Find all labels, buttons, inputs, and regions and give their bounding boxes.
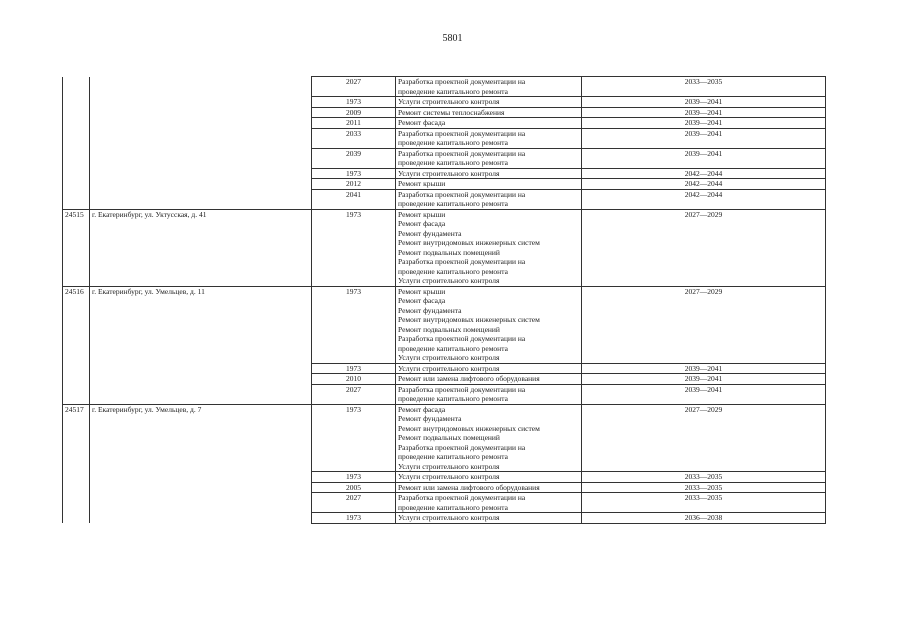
cell-address [90, 189, 312, 209]
cell-number [63, 128, 90, 148]
table-row [63, 179, 826, 190]
cell-address [90, 168, 312, 179]
work-item: Ремонт или замена лифтового оборудования [398, 374, 540, 383]
cell-address [90, 77, 312, 97]
work-item: Услуги строительного контроля [398, 513, 500, 522]
table-row [63, 189, 826, 209]
work-item: проведение капитального ремонта [398, 199, 508, 208]
work-item: Ремонт фасада [398, 296, 446, 305]
cell-period: 2039—2041 [582, 363, 826, 374]
work-item: проведение капитального ремонта [398, 343, 508, 353]
table-row [63, 286, 826, 363]
cell-number [63, 77, 90, 97]
cell-number [63, 493, 90, 513]
work-item: Ремонт фундамента [398, 414, 462, 423]
work-item: Разработка проектной документации на [398, 77, 526, 86]
cell-year: 1973 [312, 209, 396, 286]
cell-period: 2039—2041 [582, 97, 826, 108]
cell-year: 2009 [312, 107, 396, 118]
cell-year: 1973 [312, 363, 396, 374]
work-item: Ремонт крыши [398, 179, 446, 188]
cell-number [63, 482, 90, 493]
cell-period: 2036—2038 [582, 513, 826, 524]
work-item: проведение капитального ремонта [398, 158, 508, 167]
cell-period: 2042—2044 [582, 189, 826, 209]
cell-works [396, 189, 582, 209]
table-row [63, 128, 826, 148]
cell-year: 2039 [312, 148, 396, 168]
cell-address [90, 363, 312, 374]
work-item: Услуги строительного контроля [398, 472, 500, 481]
work-item: проведение капитального ремонта [398, 138, 508, 147]
cell-period: 2042—2044 [582, 168, 826, 179]
cell-works [396, 179, 582, 190]
cell-works [396, 404, 582, 472]
cell-year: 1973 [312, 286, 396, 363]
cell-works [396, 513, 582, 524]
cell-works [396, 128, 582, 148]
table-row [63, 493, 826, 513]
cell-period: 2033—2035 [582, 472, 826, 483]
table-row [63, 384, 826, 404]
work-item: Разработка проектной документации на [398, 128, 526, 138]
cell-number [63, 168, 90, 179]
cell-period: 2027—2029 [582, 404, 826, 472]
cell-works [396, 97, 582, 108]
work-item: Услуги строительного контроля [398, 363, 500, 373]
cell-number [63, 189, 90, 209]
cell-address [90, 128, 312, 148]
table-row [63, 472, 826, 483]
work-item: Разработка проектной документации на [398, 493, 526, 502]
table-row [63, 363, 826, 374]
table-row [63, 118, 826, 129]
table-body [63, 77, 826, 524]
cell-works [396, 363, 582, 374]
work-item: Услуги строительного контроля [398, 276, 500, 285]
table-row [63, 77, 826, 97]
work-item: Ремонт подвальных помещений [398, 247, 500, 257]
work-item: Разработка проектной документации на [398, 189, 526, 199]
work-item: Ремонт подвальных помещений [398, 324, 500, 334]
cell-works [396, 493, 582, 513]
repair-schedule-table [62, 76, 826, 524]
page-number: 5801 [442, 33, 463, 44]
cell-address [90, 472, 312, 483]
cell-works [396, 384, 582, 404]
cell-works [396, 472, 582, 483]
cell-number [63, 384, 90, 404]
cell-address: г. Екатеринбург, ул. Умельцев, д. 7 [90, 404, 312, 472]
work-item: Ремонт подвальных помещений [398, 433, 500, 442]
cell-number [63, 513, 90, 524]
work-item: Разработка проектной документации на [398, 442, 526, 452]
work-item: проведение капитального ремонта [398, 266, 508, 276]
cell-number [63, 107, 90, 118]
cell-number [63, 179, 90, 190]
work-item: Ремонт внутридомовых инженерных систем [398, 238, 540, 247]
cell-year: 1973 [312, 513, 396, 524]
cell-period: 2039—2041 [582, 384, 826, 404]
work-item: Ремонт крыши [398, 286, 446, 296]
cell-address [90, 118, 312, 129]
table-row [63, 107, 826, 118]
cell-period: 2027—2029 [582, 286, 826, 363]
cell-year: 2027 [312, 493, 396, 513]
cell-year: 2041 [312, 189, 396, 209]
table-row [63, 148, 826, 168]
cell-works [396, 209, 582, 286]
cell-number [63, 97, 90, 108]
cell-number [63, 363, 90, 374]
cell-period: 2027—2029 [582, 209, 826, 286]
table-row [63, 482, 826, 493]
work-item: Ремонт фасада [398, 118, 446, 127]
cell-address: г. Екатеринбург, ул. Уктусская, д. 41 [90, 209, 312, 286]
cell-year: 1973 [312, 168, 396, 179]
cell-address [90, 384, 312, 404]
work-item: Ремонт или замена лифтового оборудования [398, 482, 540, 492]
work-item: Разработка проектной документации на [398, 334, 526, 343]
work-item: Услуги строительного контроля [398, 353, 500, 362]
table-row [63, 97, 826, 108]
work-item: Разработка проектной документации на [398, 148, 526, 158]
cell-address [90, 179, 312, 190]
work-item: Ремонт внутридомовых инженерных систем [398, 315, 540, 324]
cell-number [63, 472, 90, 483]
cell-works [396, 286, 582, 363]
cell-year: 2012 [312, 179, 396, 190]
cell-works [396, 118, 582, 129]
cell-period: 2039—2041 [582, 118, 826, 129]
work-item: Ремонт системы теплоснабжения [398, 107, 505, 117]
cell-works [396, 107, 582, 118]
work-item: Ремонт фасада [398, 219, 446, 228]
work-item: Ремонт фундамента [398, 228, 462, 238]
cell-works [396, 148, 582, 168]
work-item: Ремонт внутридомовых инженерных систем [398, 423, 540, 433]
work-item: Разработка проектной документации на [398, 384, 526, 394]
cell-address [90, 513, 312, 524]
cell-year: 2005 [312, 482, 396, 493]
cell-address [90, 482, 312, 493]
work-item: Разработка проектной документации на [398, 257, 526, 266]
cell-works [396, 77, 582, 97]
work-item: Услуги строительного контроля [398, 461, 500, 471]
table-row [63, 209, 826, 286]
work-item: Ремонт крыши [398, 209, 446, 219]
cell-period: 2042—2044 [582, 179, 826, 190]
cell-period: 2039—2041 [582, 128, 826, 148]
table-row [63, 168, 826, 179]
work-item: Ремонт фундамента [398, 305, 462, 315]
cell-year: 2011 [312, 118, 396, 129]
cell-year: 1973 [312, 97, 396, 108]
cell-works [396, 374, 582, 385]
work-item: Ремонт фасада [398, 404, 446, 414]
cell-number: 24517 [63, 404, 90, 472]
cell-number [63, 118, 90, 129]
table-row [63, 513, 826, 524]
cell-year: 2027 [312, 384, 396, 404]
cell-works [396, 482, 582, 493]
cell-period: 2033—2035 [582, 493, 826, 513]
work-item: проведение капитального ремонта [398, 86, 508, 96]
cell-period: 2039—2041 [582, 374, 826, 385]
work-item: проведение капитального ремонта [398, 452, 508, 461]
cell-works [396, 168, 582, 179]
work-item: Услуги строительного контроля [398, 168, 500, 178]
cell-address [90, 148, 312, 168]
cell-period: 2033—2035 [582, 77, 826, 97]
cell-address: г. Екатеринбург, ул. Умельцев, д. 11 [90, 286, 312, 363]
cell-number: 24515 [63, 209, 90, 286]
work-item: Услуги строительного контроля [398, 97, 500, 106]
cell-number [63, 374, 90, 385]
table-row [63, 404, 826, 472]
cell-address [90, 107, 312, 118]
cell-address [90, 493, 312, 513]
cell-year: 1973 [312, 472, 396, 483]
cell-year: 1973 [312, 404, 396, 472]
cell-period: 2039—2041 [582, 107, 826, 118]
cell-year: 2033 [312, 128, 396, 148]
cell-number [63, 148, 90, 168]
work-item: проведение капитального ремонта [398, 502, 508, 512]
cell-year: 2027 [312, 77, 396, 97]
cell-number: 24516 [63, 286, 90, 363]
cell-period: 2033—2035 [582, 482, 826, 493]
cell-address [90, 97, 312, 108]
work-item: проведение капитального ремонта [398, 394, 508, 403]
cell-year: 2010 [312, 374, 396, 385]
table-row [63, 374, 826, 385]
cell-address [90, 374, 312, 385]
cell-period: 2039—2041 [582, 148, 826, 168]
